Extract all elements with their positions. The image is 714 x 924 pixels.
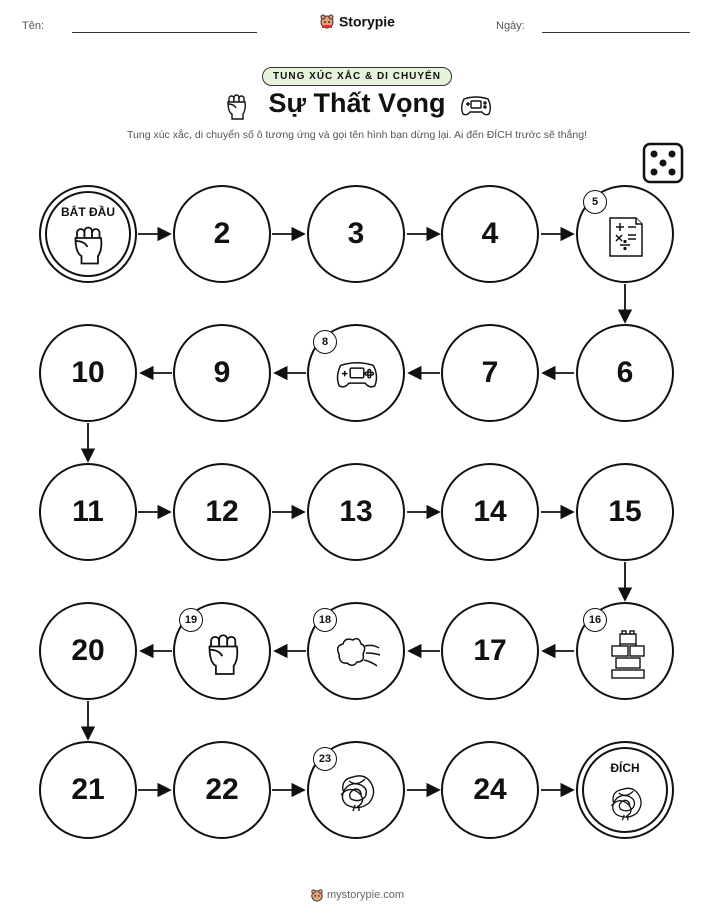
math-worksheet-icon — [606, 215, 646, 259]
cell-20[interactable] — [39, 602, 137, 700]
cell-2[interactable] — [173, 185, 271, 283]
cell-number: 4 — [481, 217, 499, 250]
title-text: Sự Thất Vọng — [268, 88, 446, 118]
cell-start[interactable] — [39, 185, 137, 283]
cell-number: 24 — [473, 773, 507, 806]
footer-link[interactable]: mystorypie.com — [327, 889, 405, 901]
badge-23: 23 — [313, 747, 337, 771]
fist-icon — [203, 630, 245, 676]
fist-icon — [69, 223, 109, 265]
badge-8: 8 — [313, 330, 337, 354]
cell-13[interactable] — [307, 463, 405, 561]
cell-number: 13 — [339, 495, 373, 528]
cell-number: 7 — [481, 356, 499, 389]
name-label: Tên: — [22, 20, 45, 32]
cell-12[interactable] — [173, 463, 271, 561]
cell-number: 14 — [473, 495, 507, 528]
tangled-scribble-icon — [335, 771, 379, 813]
cell-number: 15 — [608, 495, 642, 528]
cell-22[interactable] — [173, 741, 271, 839]
cell-14[interactable] — [441, 463, 539, 561]
cell-21[interactable] — [39, 741, 137, 839]
badge-18: 18 — [313, 608, 337, 632]
blocks-icon — [608, 628, 648, 680]
badge-16: 16 — [583, 608, 607, 632]
cell-3[interactable] — [307, 185, 405, 283]
cell-number: 2 — [213, 217, 231, 250]
cell-number: 12 — [205, 495, 239, 528]
cell-number: 21 — [71, 773, 105, 806]
brand-name: Storypie — [338, 13, 395, 30]
cell-number: 10 — [71, 356, 105, 389]
cell-number: 11 — [72, 495, 104, 528]
cell-11[interactable] — [39, 463, 137, 561]
cell-10[interactable] — [39, 324, 137, 422]
cell-7[interactable] — [441, 324, 539, 422]
cell-24[interactable] — [441, 741, 539, 839]
cell-finish[interactable] — [576, 741, 674, 839]
angry-steam-icon — [333, 634, 383, 672]
cell-number: 3 — [347, 217, 365, 250]
cell-number: 9 — [213, 356, 231, 389]
cell-number: 17 — [473, 634, 507, 667]
cell-15[interactable] — [576, 463, 674, 561]
tag-text: TUNG XÚC XẮC & DI CHUYỂN — [262, 67, 452, 86]
cell-6[interactable] — [576, 324, 674, 422]
instructions: Tung xúc xắc, di chuyển số ô tương ứng và gọi tên hình bạn dừng lại. Ai đến ĐÍCH trước sẽ thắng! — [126, 129, 587, 141]
cell-number: 20 — [71, 634, 105, 667]
cell-number: 22 — [205, 773, 239, 806]
cell-17[interactable] — [441, 602, 539, 700]
badge-19: 19 — [179, 608, 203, 632]
cell-number: 6 — [616, 356, 634, 389]
footer — [0, 888, 714, 902]
badge-5: 5 — [583, 190, 607, 214]
date-label: Ngày: — [496, 20, 525, 32]
footer-logo-icon — [310, 888, 324, 902]
cell-9[interactable] — [173, 324, 271, 422]
start-label: BẮT ĐẦU — [61, 205, 115, 219]
cell-4[interactable] — [441, 185, 539, 283]
finish-label: ĐÍCH — [610, 761, 640, 775]
game-controller-icon — [333, 360, 381, 390]
tangled-scribble-icon — [606, 783, 646, 823]
